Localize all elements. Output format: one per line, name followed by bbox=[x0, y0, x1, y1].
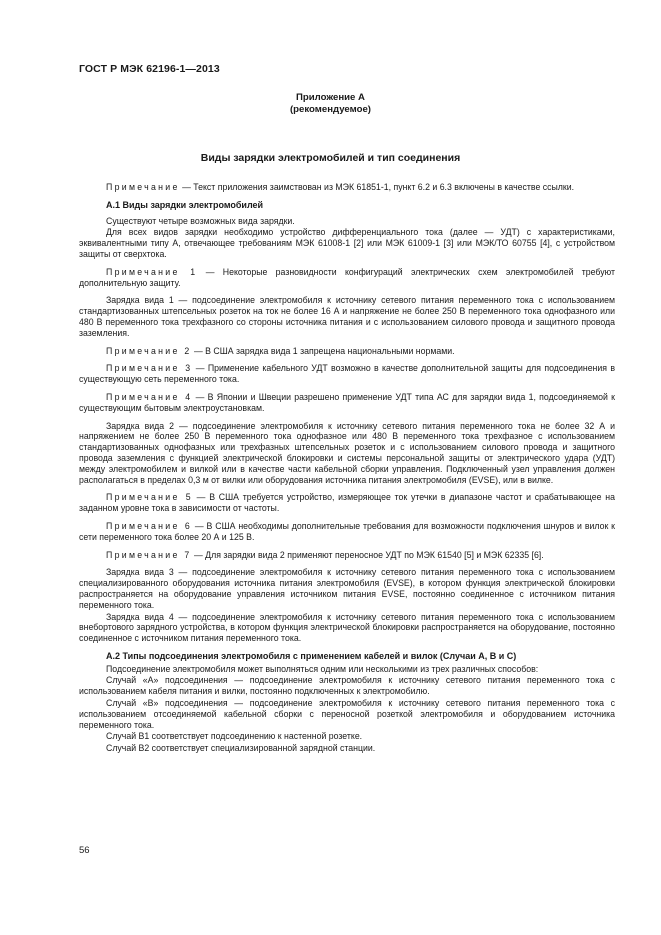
note-5: Примечание 5 — В США требуется устройство, измеряющее ток утечки в диапазоне частот и срабатывающее на заданном уровне тока в зависимости от частоты. bbox=[79, 492, 615, 514]
appendix-status: (рекомендуемое) bbox=[289, 104, 371, 115]
document-body bbox=[79, 182, 615, 755]
note-3: Примечание 3 — Применение кабельного УДТ возможно в качестве дополнительной защиты для подсоединения в существующую сеть переменного тока. bbox=[79, 363, 615, 385]
case-a: Случай «А» подсоединения — подсоединение электромобиля к источнику сетевого питания переменного тока с использованием кабеля питания и вилки, постоянно подключенных к электромобилю. bbox=[79, 675, 615, 697]
charging-mode-3: Зарядка вида 3 — подсоединение электромобиля к источнику сетевого питания переменного тока с использованием специализированного оборудования источника питания электромобиля (EVSE), в котором функция электрической блокировки распространяется на оборудование управления источником питания EVSE, постоянно соединенное с источником питания переменного тока. bbox=[79, 567, 615, 610]
page-number: 56 bbox=[79, 845, 90, 856]
appendix-title: Приложение А bbox=[296, 92, 365, 103]
case-b2: Случай В2 соответствует специализированной зарядной станции. bbox=[106, 743, 376, 754]
intro-note: Примечание — Текст приложения заимствован из МЭК 61851-1, пункт 6.2 и 6.3 включены в качестве ссылки. bbox=[106, 182, 575, 192]
page-title: Виды зарядки электромобилей и тип соединения bbox=[200, 152, 461, 164]
section-a2-heading: А.2 Типы подсоединения электромобиля с применением кабелей и вилок (Случаи А, В и С) bbox=[106, 650, 517, 661]
paragraph: Подсоединение электромобиля может выполняться одним или несколькими из трех различных способов: bbox=[106, 663, 539, 674]
note-2: Примечание 2 — В США зарядка вида 1 запрещена национальными нормами. bbox=[106, 345, 455, 356]
standard-header: ГОСТ Р МЭК 62196-1—2013 bbox=[79, 63, 220, 75]
charging-mode-4: Зарядка вида 4 — подсоединение электромобиля к источнику сетевого питания переменного тока с использованием внебортового зарядного устройства, в котором функция электрической блокировки распространяется на оборудование, постоянно соединенное с источником питания переменного тока. bbox=[79, 611, 615, 644]
note-1: Примечание 1 — Некоторые разновидности конфигураций электрических схем электромобилей требуют дополнительную защиту. bbox=[79, 266, 615, 288]
charging-mode-2: Зарядка вида 2 — подсоединение электромобиля к источнику сетевого питания переменного тока не более 32 А и напряжением не более 250 В переменного тока однофазное или 480 В переменного тока трехфазное с использованием стандартизованных однофазных или трехфазных штепсельных розеток и с использованием силового провода и защитного провода заземления с функцией электрической блокировки и системы персональной защиты от электрического удара (УДТ) между электромобилем и вилкой или в качестве части кабельной сборки управления. Подключенный узел управления должен располагаться в пределах 0,3 м от вилки или оборудования источника питания электромобиля (EVSE), или в вилке. bbox=[79, 420, 615, 485]
note-label: Примечание bbox=[106, 182, 180, 192]
section-a1-heading: А.1 Виды зарядки электромобилей bbox=[106, 199, 264, 210]
note-4: Примечание 4 — В Японии и Швеции разрешено применение УДТ типа АС для зарядки вида 1, подсоединяемой к существующим бытовым электроустановкам. bbox=[79, 391, 615, 413]
charging-mode-1: Зарядка вида 1 — подсоединение электромобиля к источнику сетевого питания переменного тока с использованием стандартизованных штепсельных розеток на ток не более 16 А и напряжение не более 250 В переменного тока однофазного или 480 В переменного тока трехфазного со стороны источника питания и с использованием силового провода и защитного провода заземления. bbox=[79, 295, 615, 338]
case-b1: Случай В1 соответствует подсоединению к настенной розетке. bbox=[106, 731, 363, 742]
paragraph: Для всех видов зарядки необходимо устройство дифференциального тока (далее — УДТ) с характеристиками, эквивалентными типу А, отвечающее требованиям МЭК 61008-1 [2] или МЭК 61009-1 [3] или МЭК/ТО 60755 [4], с устройством защиты от сверхтока. bbox=[79, 227, 615, 259]
note-6: Примечание 6 — В США необходимы дополнительные требования для возможности подключения шнуров и вилок к сети переменного тока более 20 А и 125 В. bbox=[79, 520, 615, 542]
paragraph: Существуют четыре возможных вида зарядки. bbox=[106, 215, 295, 226]
case-b: Случай «В» подсоединения — подсоединение электромобиля к источнику сетевого питания переменного тока с использованием отсоединяемой кабельной сборки с переносной розеткой электромобиля и оборудованием источника переменного тока. bbox=[79, 698, 615, 730]
note-7: Примечание 7 — Для зарядки вида 2 применяют переносное УДТ по МЭК 61540 [5] и МЭК 62335 [6]. bbox=[106, 549, 544, 560]
